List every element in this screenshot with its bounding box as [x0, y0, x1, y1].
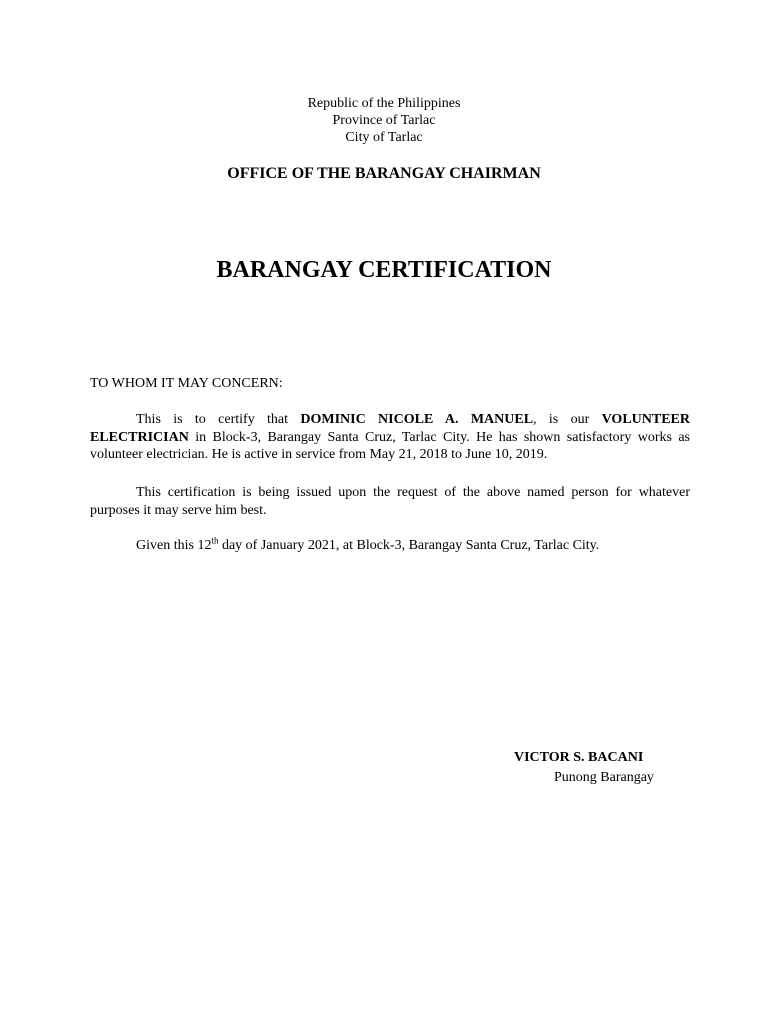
- header-republic: Republic of the Philippines: [307, 96, 461, 111]
- certify-rest: in Block-3, Barangay Santa Cruz, Tarlac City. He has shown satisfactory works as volunteer electrician. He is active in service from May 21, 2018 to June 10, 2019.: [90, 429, 690, 462]
- header-city: City of Tarlac: [345, 130, 423, 145]
- person-name: DOMINIC NICOLE A. MANUEL: [300, 412, 534, 427]
- certify-mid: , is our: [533, 412, 602, 427]
- certify-intro: This is to certify that: [136, 412, 301, 427]
- salutation: TO WHOM IT MAY CONCERN:: [90, 376, 283, 391]
- header-province: Province of Tarlac: [332, 113, 436, 128]
- signatory-title: Punong Barangay: [554, 770, 654, 785]
- person-role: VOLUNTEER ELECTRICIAN: [90, 412, 690, 445]
- given-pre: Given this 12: [136, 538, 212, 553]
- given-sup: th: [211, 535, 219, 546]
- paragraph-certify: [90, 411, 690, 464]
- office-heading: OFFICE OF THE BARANGAY CHAIRMAN: [227, 165, 541, 182]
- paragraph-given: [90, 537, 690, 555]
- paragraph-purpose: [90, 484, 690, 519]
- purpose-text: This certification is being issued upon the request of the above named person for whatever purposes it may serve him best.: [90, 485, 690, 518]
- document-title: BARANGAY CERTIFICATION: [216, 257, 552, 283]
- given-post: day of January 2021, at Block-3, Barangay Santa Cruz, Tarlac City.: [218, 538, 600, 553]
- signatory-name: VICTOR S. BACANI: [514, 750, 644, 765]
